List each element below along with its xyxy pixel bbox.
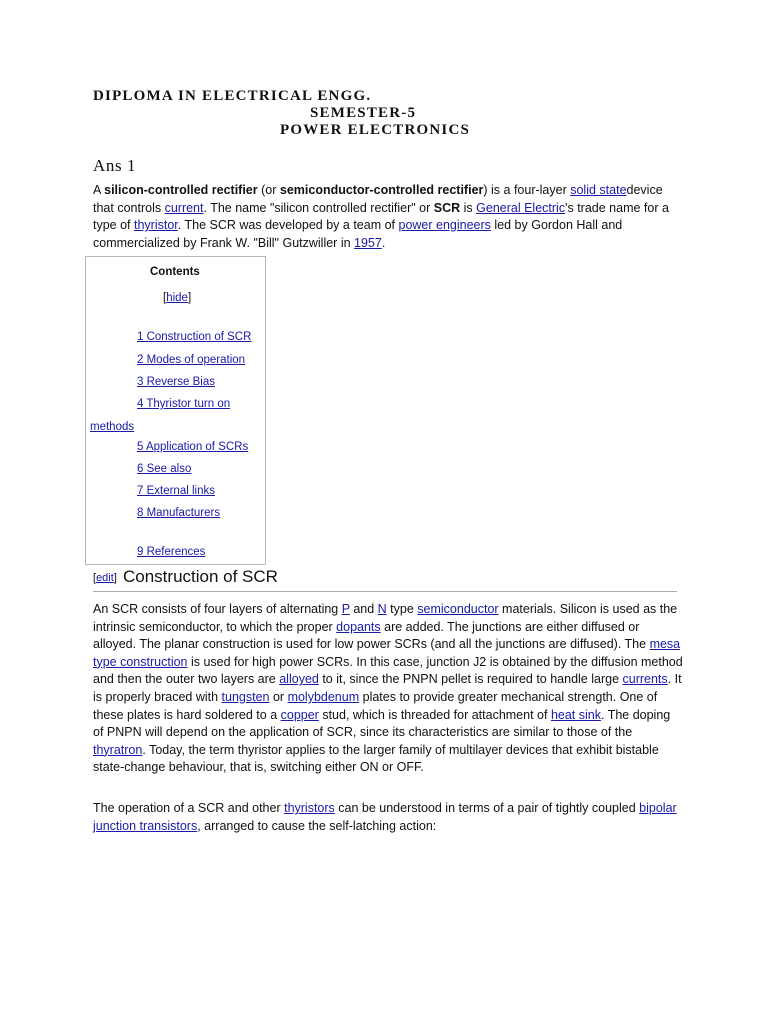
link-thyristors[interactable]: thyristors xyxy=(284,801,335,815)
toc-item-thyristor-turn-on[interactable]: 4 Thyristor turn on xyxy=(137,398,231,410)
text: to it, since the PNPN pellet is required to handle large xyxy=(318,672,623,687)
text: device that controls xyxy=(93,183,663,215)
toc-item-reverse-bias[interactable]: 3 Reverse Bias xyxy=(137,376,215,388)
section-heading xyxy=(93,567,677,592)
text: materials. Silicon is used as the intrinsic semiconductor, to which the proper xyxy=(93,602,678,634)
construction-paragraph xyxy=(93,601,683,777)
text: . The name "silicon controlled rectifier" or xyxy=(203,200,434,215)
document-heading-line-1: DIPLOMA IN ELECTRICAL ENGG. xyxy=(93,88,372,104)
text: plates to provide greater mechanical strength. One of these plates is hard soldered to a xyxy=(93,689,658,722)
link-power-engineers[interactable]: power engineers xyxy=(398,218,491,233)
text: and xyxy=(349,602,378,616)
link-thyratron[interactable]: thyratron xyxy=(93,742,143,757)
toc-item-see-also[interactable]: 6 See also xyxy=(137,463,192,475)
bracket: [ xyxy=(93,572,97,584)
text: type xyxy=(386,602,418,616)
table-of-contents xyxy=(85,256,266,565)
text: (or xyxy=(257,183,280,197)
toc-item-construction[interactable]: 1 Construction of SCR xyxy=(137,331,252,343)
text: is used for high power SCRs. In this case, junction J2 is obtained by the diffusion method and then the outer two layers are xyxy=(93,654,683,687)
section-edit xyxy=(93,572,117,584)
link-semiconductor[interactable]: semiconductor xyxy=(417,602,499,616)
toc-item-application-of-scrs[interactable]: 5 Application of SCRs xyxy=(137,441,249,453)
link-molybdenum[interactable]: molybdenum xyxy=(287,689,360,704)
bold-term: semiconductor-controlled rectifier xyxy=(279,183,484,197)
link-currents[interactable]: currents xyxy=(622,672,668,687)
bracket: ] xyxy=(113,572,117,584)
section-title: Construction of SCR xyxy=(123,567,278,586)
toc-title: Contents xyxy=(150,266,200,278)
bracket: ] xyxy=(187,292,192,304)
section-edit-link[interactable]: edit xyxy=(96,572,114,584)
toc-hide-link[interactable]: hide xyxy=(166,292,188,304)
link-1957[interactable]: 1957 xyxy=(354,235,382,250)
link-thyristor[interactable]: thyristor xyxy=(134,218,178,233)
link-tungsten[interactable]: tungsten xyxy=(221,689,270,704)
link-mesa-type-construction[interactable]: mesa type construction xyxy=(93,637,681,669)
text: The operation of a SCR and other xyxy=(93,801,285,815)
link-general-electric[interactable]: General Electric xyxy=(476,200,566,215)
text: or xyxy=(269,689,288,704)
operation-paragraph xyxy=(93,800,683,835)
link-n[interactable]: N xyxy=(377,602,387,616)
text: . Today, the term thyristor applies to the larger family of multilayer devices that exhibit bistable state-change behaviour, that is, switching either ON or OFF. xyxy=(93,742,659,775)
bold-term: silicon-controlled rectifier xyxy=(104,183,258,197)
intro-paragraph xyxy=(93,182,683,252)
toc-item-external-links[interactable]: 7 External links xyxy=(137,485,215,497)
text: A xyxy=(93,183,105,197)
document-heading-line-2: SEMESTER-5 xyxy=(310,105,417,121)
link-copper[interactable]: copper xyxy=(280,707,319,722)
document-heading-line-3: POWER ELECTRONICS xyxy=(280,122,471,138)
toc-hide-toggle xyxy=(163,292,191,304)
text: ) is a four-layer xyxy=(483,183,571,197)
bold-term: SCR xyxy=(433,200,461,215)
link-alloyed[interactable]: alloyed xyxy=(279,672,319,687)
toc-item-references[interactable]: 9 References xyxy=(137,546,206,558)
text: , arranged to cause the self-latching action: xyxy=(197,818,437,833)
text: 's trade name for a type of xyxy=(93,200,669,233)
text: can be understood in terms of a pair of tightly coupled xyxy=(334,801,640,815)
text: . The doping of PNPN will depend on the application of SCR, since its characteristics are similar to those of the xyxy=(93,707,671,740)
text: stud, which is threaded for attachment of xyxy=(318,707,551,722)
bracket: [ xyxy=(163,292,167,304)
text: are added. The junctions are either diffused or alloyed. The planar construction is used for low power SCRs (and all the junctions are diffused). The xyxy=(93,619,650,652)
text: is xyxy=(460,200,477,215)
text: . xyxy=(381,235,386,250)
link-bipolar-junction-transistors[interactable]: bipolar junction transistors xyxy=(93,801,677,833)
toc-item-modes-of-operation[interactable]: 2 Modes of operation xyxy=(137,354,246,366)
text: led by Gordon Hall and commercialized by Frank W. "Bill" Gutzwiller in xyxy=(93,218,623,250)
link-heat-sink[interactable]: heat sink xyxy=(550,707,601,722)
link-dopants[interactable]: dopants xyxy=(336,619,381,634)
link-current[interactable]: current xyxy=(164,200,204,215)
toc-item-thyristor-turn-on-continued[interactable]: methods xyxy=(90,421,135,433)
text: . It is properly braced with xyxy=(93,672,682,704)
link-p[interactable]: P xyxy=(341,602,350,616)
text: An SCR consists of four layers of alternating xyxy=(93,602,342,616)
toc-item-manufacturers[interactable]: 8 Manufacturers xyxy=(137,507,221,519)
link-solid-state[interactable]: solid state xyxy=(570,183,627,197)
answer-label: Ans 1 xyxy=(93,156,137,175)
text: . The SCR was developed by a team of xyxy=(177,218,399,233)
